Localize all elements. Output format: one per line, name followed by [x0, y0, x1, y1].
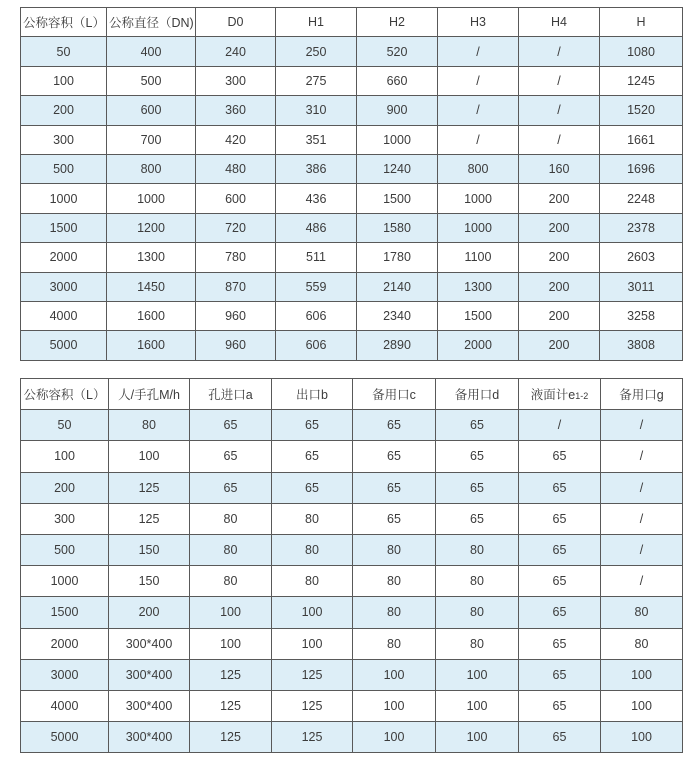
ports-table-row — [21, 503, 683, 534]
dimensions-column-header-label: H — [636, 15, 646, 30]
dimensions-cell: 200 — [519, 272, 600, 301]
dimensions-cell: 310 — [276, 96, 357, 125]
dimensions-column-header-5 — [438, 8, 519, 37]
dimensions-cell: 300 — [21, 125, 107, 154]
dimensions-cell: 780 — [196, 243, 276, 272]
dimensions-cell: 4000 — [21, 301, 107, 330]
dimensions-cell: 1661 — [600, 125, 683, 154]
dimensions-cell: 3808 — [600, 331, 683, 360]
dimensions-cell: 800 — [107, 154, 196, 183]
ports-cell: / — [519, 410, 601, 441]
ports-cell: 65 — [519, 628, 601, 659]
dimensions-cell: / — [519, 96, 600, 125]
dimensions-cell: / — [438, 96, 519, 125]
ports-header-row — [21, 379, 683, 410]
dimensions-cell: 486 — [276, 213, 357, 242]
ports-cell: 65 — [519, 472, 601, 503]
ports-cell: 65 — [353, 410, 436, 441]
ports-cell: 65 — [190, 441, 272, 472]
ports-cell: 300*400 — [109, 659, 190, 690]
ports-cell: 200 — [109, 597, 190, 628]
dimensions-column-header-label: H1 — [308, 15, 324, 30]
ports-cell: 80 — [272, 534, 353, 565]
dimensions-cell: 960 — [196, 301, 276, 330]
dimensions-cell: 3258 — [600, 301, 683, 330]
ports-cell: 65 — [519, 503, 601, 534]
dimensions-cell: 200 — [519, 331, 600, 360]
tank-dimensions-table — [20, 7, 683, 361]
dimensions-cell: 1000 — [21, 184, 107, 213]
dimensions-cell: 200 — [21, 96, 107, 125]
ports-column-header-label: 孔进口a — [208, 388, 253, 403]
ports-cell: 150 — [109, 566, 190, 597]
ports-table-row — [21, 472, 683, 503]
dimensions-cell: 2378 — [600, 213, 683, 242]
ports-table-row — [21, 659, 683, 690]
dimensions-cell: 559 — [276, 272, 357, 301]
dimensions-table-row — [21, 96, 683, 125]
ports-column-header-label: 备用口d — [454, 388, 500, 403]
ports-cell: 65 — [353, 503, 436, 534]
dimensions-table-row — [21, 272, 683, 301]
dimensions-cell: 2248 — [600, 184, 683, 213]
ports-cell: 4000 — [21, 690, 109, 721]
dimensions-cell: 1080 — [600, 37, 683, 66]
ports-cell: / — [601, 503, 683, 534]
ports-table-row — [21, 690, 683, 721]
ports-cell: 65 — [519, 659, 601, 690]
dimensions-table-row — [21, 243, 683, 272]
dimensions-table-body — [21, 37, 683, 360]
dimensions-cell: 100 — [21, 66, 107, 95]
dimensions-cell: 1520 — [600, 96, 683, 125]
ports-column-header-label: 人/手孔M/h — [118, 388, 180, 403]
dimensions-column-header-2 — [196, 8, 276, 37]
ports-cell: 65 — [190, 410, 272, 441]
ports-table-row — [21, 441, 683, 472]
ports-cell: 65 — [436, 472, 519, 503]
dimensions-cell: 500 — [107, 66, 196, 95]
ports-cell: 50 — [21, 410, 109, 441]
ports-cell: 80 — [190, 566, 272, 597]
dimensions-column-header-label: D0 — [227, 15, 244, 30]
dimensions-cell: 1780 — [357, 243, 438, 272]
dimensions-cell: / — [438, 37, 519, 66]
ports-table-row — [21, 722, 683, 753]
dimensions-table-row — [21, 154, 683, 183]
ports-cell: 80 — [436, 597, 519, 628]
dimensions-cell: 1580 — [357, 213, 438, 242]
dimensions-cell: 1240 — [357, 154, 438, 183]
dimensions-cell: 1450 — [107, 272, 196, 301]
ports-table-body — [21, 410, 683, 753]
dimensions-cell: 1000 — [107, 184, 196, 213]
ports-cell: 150 — [109, 534, 190, 565]
ports-cell: 65 — [353, 441, 436, 472]
dimensions-cell: 800 — [438, 154, 519, 183]
dimensions-cell: 1000 — [438, 184, 519, 213]
ports-table-row — [21, 597, 683, 628]
dimensions-cell: 386 — [276, 154, 357, 183]
ports-cell: / — [601, 410, 683, 441]
ports-cell: 125 — [272, 659, 353, 690]
dimensions-table-row — [21, 213, 683, 242]
dimensions-cell: 1500 — [21, 213, 107, 242]
ports-cell: 300*400 — [109, 690, 190, 721]
dimensions-cell: 1600 — [107, 331, 196, 360]
ports-cell: 3000 — [21, 659, 109, 690]
dimensions-cell: 3000 — [21, 272, 107, 301]
dimensions-cell: 480 — [196, 154, 276, 183]
ports-cell: 65 — [272, 472, 353, 503]
dimensions-cell: 500 — [21, 154, 107, 183]
dimensions-cell: 2000 — [438, 331, 519, 360]
dimensions-cell: 720 — [196, 213, 276, 242]
dimensions-column-header-label: 公称容积（L） — [23, 16, 105, 31]
dimensions-cell: 870 — [196, 272, 276, 301]
ports-cell: 80 — [353, 566, 436, 597]
ports-cell: 100 — [601, 659, 683, 690]
ports-cell: 100 — [436, 659, 519, 690]
dimensions-cell: 400 — [107, 37, 196, 66]
ports-cell: 65 — [519, 722, 601, 753]
dimensions-table-row — [21, 331, 683, 360]
ports-cell: 125 — [272, 722, 353, 753]
ports-cell: 100 — [109, 441, 190, 472]
dimensions-cell: 1696 — [600, 154, 683, 183]
dimensions-table-row — [21, 37, 683, 66]
dimensions-cell: 1300 — [107, 243, 196, 272]
ports-cell: 1500 — [21, 597, 109, 628]
ports-cell: 125 — [190, 659, 272, 690]
ports-cell: 65 — [519, 441, 601, 472]
dimensions-column-header-0 — [21, 8, 107, 37]
ports-cell: 65 — [353, 472, 436, 503]
ports-table-row — [21, 566, 683, 597]
ports-cell: 80 — [272, 503, 353, 534]
ports-cell: 300*400 — [109, 628, 190, 659]
ports-column-header-label: 出口b — [296, 388, 328, 403]
dimensions-cell: 250 — [276, 37, 357, 66]
dimensions-column-header-label: H4 — [551, 15, 567, 30]
dimensions-column-header-label: H2 — [389, 15, 405, 30]
ports-cell: 100 — [436, 690, 519, 721]
dimensions-cell: 700 — [107, 125, 196, 154]
ports-cell: 80 — [109, 410, 190, 441]
ports-cell: 80 — [353, 597, 436, 628]
dimensions-cell: 600 — [196, 184, 276, 213]
ports-cell: 100 — [353, 659, 436, 690]
ports-cell: 500 — [21, 534, 109, 565]
ports-column-header-label: 液面计e — [530, 388, 576, 403]
dimensions-header-row — [21, 8, 683, 37]
dimensions-cell: / — [519, 66, 600, 95]
ports-cell: 80 — [601, 628, 683, 659]
ports-cell: 65 — [519, 566, 601, 597]
dimensions-cell: 5000 — [21, 331, 107, 360]
ports-cell: 125 — [109, 503, 190, 534]
ports-cell: 65 — [519, 534, 601, 565]
ports-cell: 100 — [190, 597, 272, 628]
dimensions-cell: 1500 — [438, 301, 519, 330]
ports-cell: 100 — [436, 722, 519, 753]
dimensions-table-row — [21, 184, 683, 213]
dimensions-cell: 2340 — [357, 301, 438, 330]
dimensions-cell: 300 — [196, 66, 276, 95]
ports-cell: 80 — [353, 628, 436, 659]
ports-cell: 65 — [190, 472, 272, 503]
dimensions-cell: 2603 — [600, 243, 683, 272]
ports-cell: 80 — [190, 534, 272, 565]
dimensions-cell: 3011 — [600, 272, 683, 301]
ports-cell: 125 — [272, 690, 353, 721]
ports-cell: 65 — [436, 410, 519, 441]
ports-column-header-3 — [272, 379, 353, 410]
ports-cell: 80 — [436, 628, 519, 659]
dimensions-cell: / — [519, 125, 600, 154]
dimensions-cell: 900 — [357, 96, 438, 125]
dimensions-column-header-4 — [357, 8, 438, 37]
dimensions-table-row — [21, 125, 683, 154]
ports-cell: 100 — [272, 597, 353, 628]
ports-cell: 80 — [436, 566, 519, 597]
dimensions-cell: 606 — [276, 301, 357, 330]
ports-cell: 80 — [601, 597, 683, 628]
dimensions-cell: 200 — [519, 213, 600, 242]
dimensions-cell: 200 — [519, 301, 600, 330]
ports-column-header-subscript: 1-2 — [575, 391, 589, 402]
dimensions-cell: 200 — [519, 184, 600, 213]
dimensions-cell: 360 — [196, 96, 276, 125]
ports-cell: / — [601, 441, 683, 472]
dimensions-cell: 420 — [196, 125, 276, 154]
dimensions-cell: 2890 — [357, 331, 438, 360]
ports-cell: 80 — [353, 534, 436, 565]
dimensions-column-header-label: H3 — [470, 15, 486, 30]
dimensions-cell: 606 — [276, 331, 357, 360]
dimensions-cell: 50 — [21, 37, 107, 66]
dimensions-cell: 960 — [196, 331, 276, 360]
ports-cell: 100 — [272, 628, 353, 659]
ports-cell: 100 — [601, 722, 683, 753]
ports-cell: 2000 — [21, 628, 109, 659]
dimensions-cell: 1200 — [107, 213, 196, 242]
dimensions-cell: 1300 — [438, 272, 519, 301]
ports-column-header-label: 备用口g — [619, 388, 664, 403]
dimensions-cell: / — [438, 125, 519, 154]
ports-column-header-4 — [353, 379, 436, 410]
dimensions-column-header-6 — [519, 8, 600, 37]
dimensions-cell: 1100 — [438, 243, 519, 272]
ports-cell: 100 — [190, 628, 272, 659]
dimensions-column-header-3 — [276, 8, 357, 37]
ports-cell: 80 — [436, 534, 519, 565]
dimensions-cell: 1600 — [107, 301, 196, 330]
dimensions-cell: 1000 — [357, 125, 438, 154]
ports-cell: 5000 — [21, 722, 109, 753]
ports-table-row — [21, 410, 683, 441]
dimensions-cell: 1500 — [357, 184, 438, 213]
ports-cell: 300 — [21, 503, 109, 534]
ports-column-header-1 — [109, 379, 190, 410]
dimensions-cell: 436 — [276, 184, 357, 213]
dimensions-cell: 160 — [519, 154, 600, 183]
ports-column-header-0 — [21, 379, 109, 410]
ports-cell: 80 — [190, 503, 272, 534]
dimensions-cell: 2000 — [21, 243, 107, 272]
dimensions-cell: 275 — [276, 66, 357, 95]
dimensions-cell: 520 — [357, 37, 438, 66]
ports-cell: 65 — [519, 690, 601, 721]
ports-cell: 80 — [272, 566, 353, 597]
ports-column-header-label: 公称容积（L） — [23, 388, 106, 403]
ports-cell: 1000 — [21, 566, 109, 597]
ports-cell: 100 — [601, 690, 683, 721]
ports-table-row — [21, 628, 683, 659]
dimensions-column-header-7 — [600, 8, 683, 37]
ports-cell: 125 — [190, 690, 272, 721]
tank-ports-table — [20, 378, 683, 753]
ports-cell: / — [601, 566, 683, 597]
dimensions-cell: 660 — [357, 66, 438, 95]
ports-cell: 100 — [353, 722, 436, 753]
ports-cell: 125 — [109, 472, 190, 503]
dimensions-cell: 1000 — [438, 213, 519, 242]
ports-cell: 200 — [21, 472, 109, 503]
ports-cell: 100 — [353, 690, 436, 721]
dimensions-cell: / — [438, 66, 519, 95]
ports-cell: 65 — [436, 441, 519, 472]
ports-cell: 300*400 — [109, 722, 190, 753]
dimensions-table-row — [21, 301, 683, 330]
ports-cell: / — [601, 472, 683, 503]
dimensions-cell: 200 — [519, 243, 600, 272]
ports-column-header-5 — [436, 379, 519, 410]
ports-cell: 125 — [190, 722, 272, 753]
ports-cell: 65 — [436, 503, 519, 534]
dimensions-column-header-label: 公称直径（DN) — [109, 16, 194, 31]
ports-cell: 100 — [21, 441, 109, 472]
ports-column-header-6 — [519, 379, 601, 410]
ports-table-row — [21, 534, 683, 565]
dimensions-cell: / — [519, 37, 600, 66]
dimensions-cell: 2140 — [357, 272, 438, 301]
dimensions-table-row — [21, 66, 683, 95]
ports-column-header-label: 备用口c — [372, 388, 416, 403]
ports-cell: 65 — [272, 441, 353, 472]
ports-cell: 65 — [272, 410, 353, 441]
dimensions-cell: 240 — [196, 37, 276, 66]
dimensions-cell: 600 — [107, 96, 196, 125]
ports-cell: 65 — [519, 597, 601, 628]
ports-column-header-7 — [601, 379, 683, 410]
dimensions-cell: 351 — [276, 125, 357, 154]
ports-cell: / — [601, 534, 683, 565]
dimensions-cell: 1245 — [600, 66, 683, 95]
dimensions-column-header-1 — [107, 8, 196, 37]
ports-column-header-2 — [190, 379, 272, 410]
dimensions-cell: 511 — [276, 243, 357, 272]
